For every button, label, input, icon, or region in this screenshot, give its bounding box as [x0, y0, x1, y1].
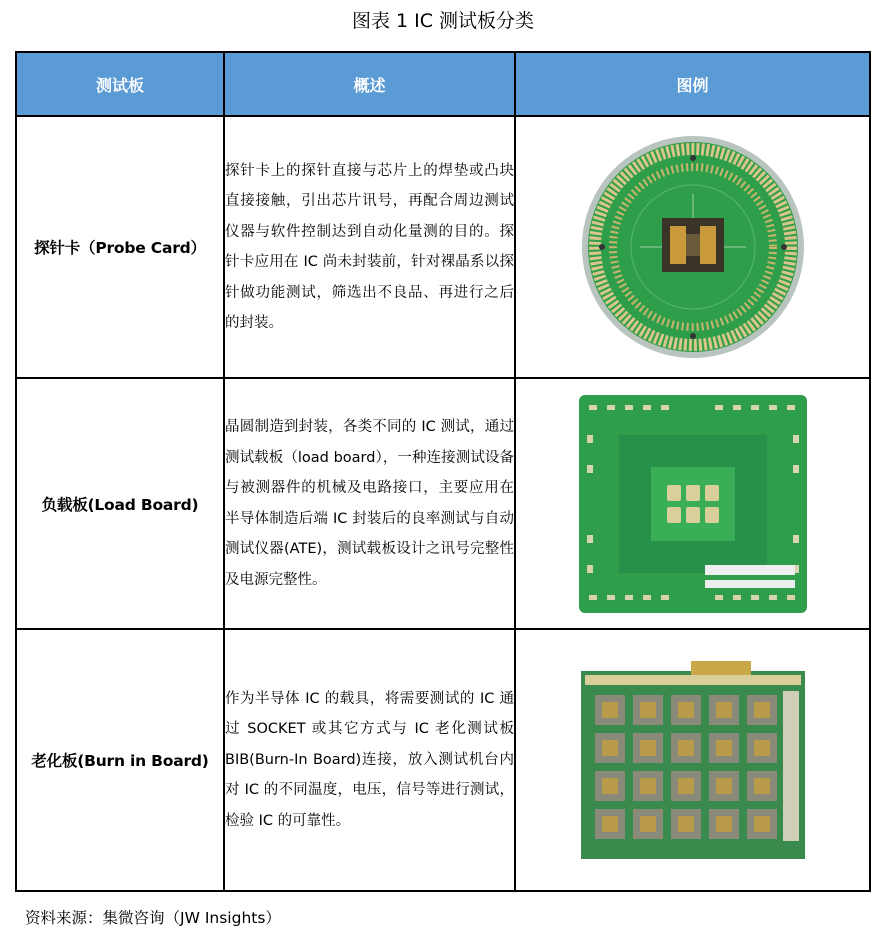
load-board-image: [579, 395, 807, 613]
row-description: [224, 378, 515, 629]
row-image-cell: [515, 629, 870, 891]
ic-test-board-table: [15, 51, 871, 892]
row-description: [224, 629, 515, 891]
table-caption: 图表 1 IC 测试板分类: [351, 10, 535, 32]
header-illustration: 图例: [515, 52, 870, 116]
source-note: 资料来源：集微咨询（JW Insights）: [25, 909, 281, 927]
header-overview: 概述: [224, 52, 515, 116]
row-name: 负载板(Load Board): [16, 378, 224, 629]
table-row: [16, 378, 870, 629]
table-row: [16, 629, 870, 891]
probe-card-image: [580, 134, 806, 360]
row-name: 老化板(Burn in Board): [16, 629, 224, 891]
burn-in-board-image: [581, 661, 805, 859]
table-row: [16, 116, 870, 378]
header-test-board: 测试板: [16, 52, 224, 116]
description-text: 作为半导体 IC 的载具，将需要测试的 IC 通过 SOCKET 或其它方式与 IC 老化测试板 BIB(Burn-In Board)连接，放入测试机台内对 IC 的不同温度，电压，信号等进行测试，检验 IC 的可靠性。: [225, 690, 514, 829]
row-image-cell: [515, 378, 870, 629]
table-header-row: [16, 52, 870, 116]
description-text: 探针卡上的探针直接与芯片上的焊垫或凸块直接接触，引出芯片讯号，再配合周边测试仪器与软件控制达到自动化量测的目的。探针卡应用在 IC 尚未封装前，针对裸晶系以探针做功能测试，筛选出不良品、再进行之后的封装。: [225, 162, 514, 331]
row-description: [224, 116, 515, 378]
row-name: 探针卡（Probe Card）: [16, 116, 224, 378]
description-text: 晶圆制造到封装，各类不同的 IC 测试，通过测试载板（load board），一种连接测试设备与被测器件的机械及电路接口，主要应用在半导体制造后端 IC 封装后的良率测试与自动测试仪器(ATE)，测试载板设计之讯号完整性及电源完整性。: [225, 419, 514, 588]
row-image-cell: [515, 116, 870, 378]
